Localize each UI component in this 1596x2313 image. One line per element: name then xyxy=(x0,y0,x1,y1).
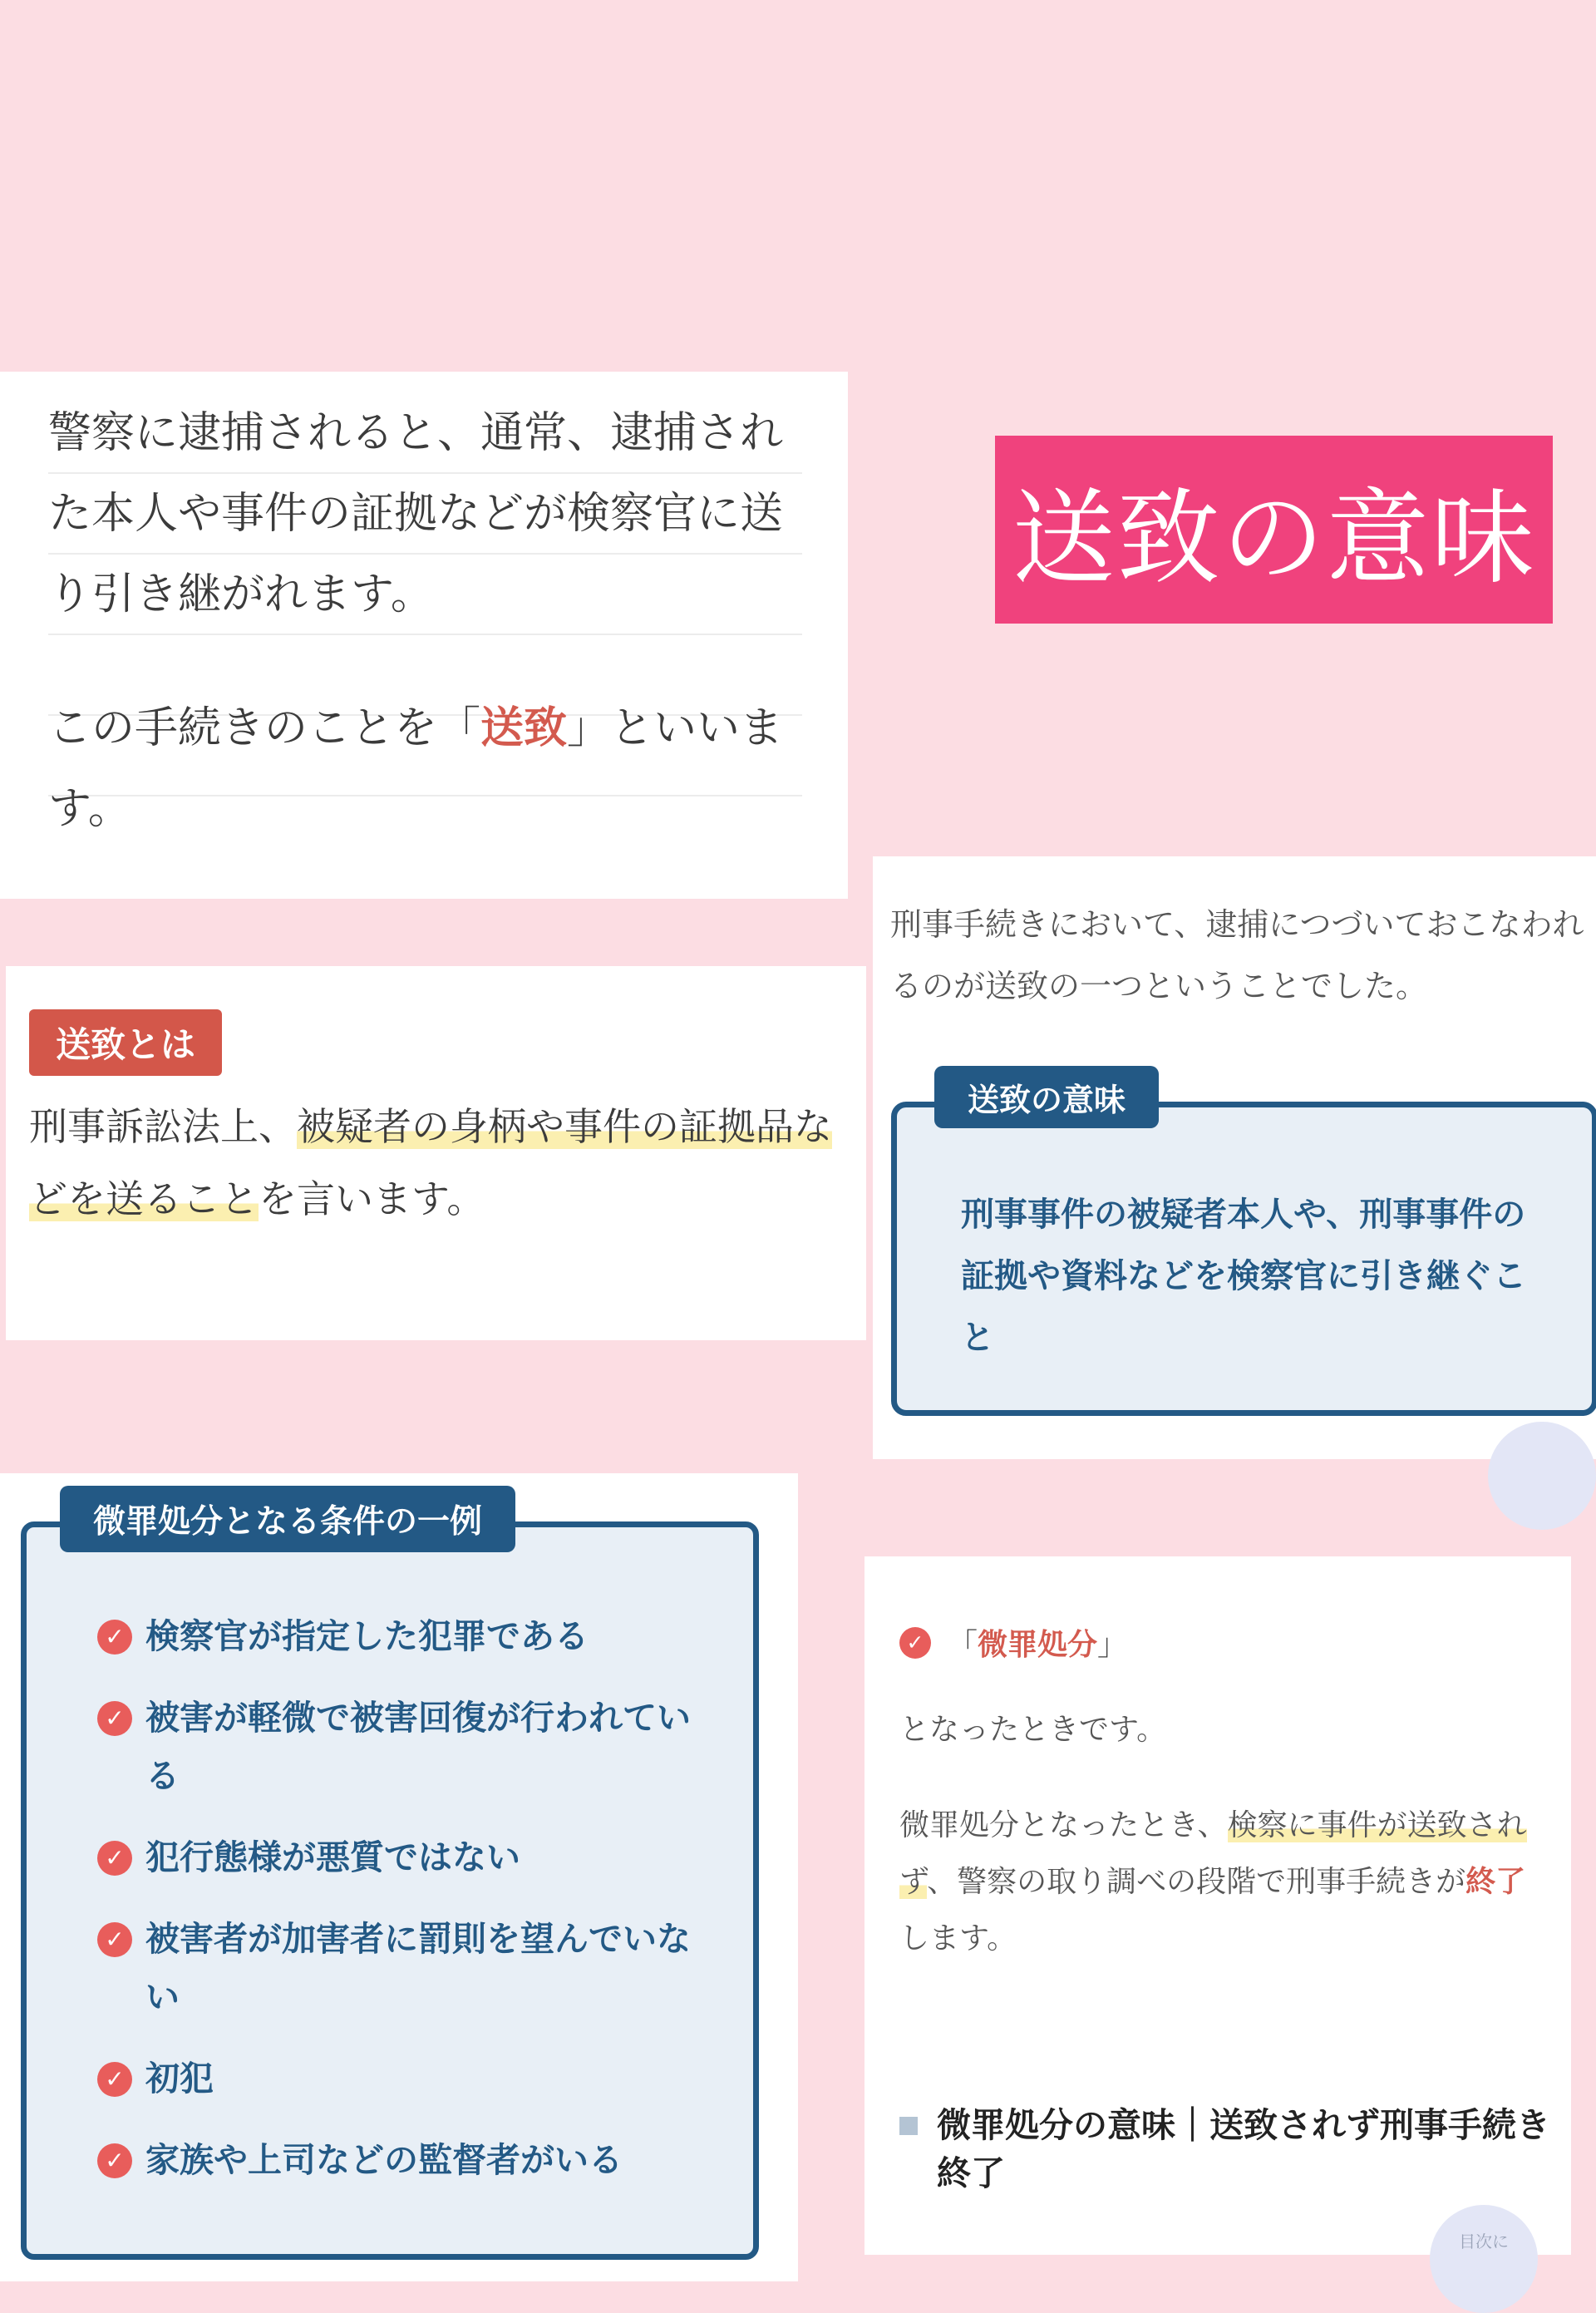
list-item xyxy=(97,2049,712,2108)
list-item-text: 初犯 xyxy=(145,2059,214,2098)
meaning-intro: 刑事手続きにおいて、逮捕につづいておこなわれるのが送致の一つということでした。 xyxy=(890,906,1584,1004)
marker-highlight: 被疑者の身柄や事件の証拠品などを送ること xyxy=(29,1104,832,1221)
minor-offense-card xyxy=(864,1556,1571,2255)
intro-card xyxy=(0,372,848,899)
check-circle-icon: ✓ xyxy=(97,1701,132,1736)
toc-button[interactable]: 目次に xyxy=(1430,2205,1538,2313)
paragraph-part: します。 xyxy=(899,1921,1017,1955)
check-circle-icon: ✓ xyxy=(97,2062,132,2097)
list-item xyxy=(97,1689,712,1805)
check-circle-icon: ✓ xyxy=(899,1627,931,1659)
square-bullet-icon xyxy=(899,2117,918,2135)
minor-offense-paragraph xyxy=(899,1798,1531,1967)
check-circle-icon: ✓ xyxy=(97,1922,132,1957)
intro-paragraph-2 xyxy=(48,688,802,850)
section-heading-text: 微罪処分の意味｜送致されず刑事手続き終了 xyxy=(937,2105,1550,2193)
definition-card xyxy=(6,966,866,1340)
quote-mark: 」 xyxy=(1097,1628,1128,1662)
check-circle-icon: ✓ xyxy=(97,1841,132,1876)
conditions-label: 微罪処分となる条件の一例 xyxy=(60,1486,515,1552)
highlighted-term: 送致 xyxy=(480,703,568,753)
quote-mark: 「 xyxy=(948,1628,978,1662)
list-item-text: 被害が軽微で被害回復が行われている xyxy=(145,1698,691,1796)
minor-offense-line: となったときです。 xyxy=(899,1713,1167,1747)
conditions-card xyxy=(0,1473,798,2281)
list-item-text: 家族や上司などの監督者がいる xyxy=(145,2140,623,2180)
definition-label: 送致とは xyxy=(29,1009,222,1076)
check-circle-icon: ✓ xyxy=(97,1620,132,1655)
meaning-box xyxy=(891,1082,1596,1416)
page-title: 送致の意味 xyxy=(995,436,1553,624)
list-item-text: 検察官が指定した犯罪である xyxy=(145,1616,589,1656)
meaning-box-label: 送致の意味 xyxy=(934,1066,1159,1128)
lined-note xyxy=(48,393,802,850)
paragraph-part: 微罪処分となったとき、 xyxy=(899,1808,1228,1842)
list-item-text: 被害者が加害者に罰則を望んでいない xyxy=(145,1919,691,2017)
intro-text-part: 」といいます。 xyxy=(48,703,784,834)
list-item xyxy=(97,2131,712,2189)
section-heading xyxy=(899,2101,1556,2197)
highlighted-term: 終了 xyxy=(1465,1865,1526,1899)
paragraph-part: 、警察の取り調べの段階で刑事手続きが xyxy=(927,1865,1466,1899)
check-circle-icon: ✓ xyxy=(97,2143,132,2178)
meaning-card xyxy=(873,856,1596,1459)
minor-offense-term: 微罪処分 xyxy=(978,1628,1098,1662)
definition-text-part: 刑事訴訟法上、 xyxy=(29,1104,297,1149)
conditions-box xyxy=(21,1503,759,2260)
marker-highlight: 検察に事件が送致されず xyxy=(899,1808,1527,1899)
definition-text-part: を言います。 xyxy=(259,1176,485,1221)
intro-text-part: この手続きのことを「 xyxy=(48,703,481,753)
list-item xyxy=(97,1910,712,2026)
meaning-box-text: 刑事事件の被疑者本人や、刑事事件の証拠や資料などを検察官に引き継ぐこと xyxy=(961,1196,1526,1357)
intro-paragraph-1: 警察に逮捕されると、通常、逮捕された本人や事件の証拠などが検察官に送り引き継がれます。 xyxy=(48,408,784,619)
toc-button-partial[interactable] xyxy=(1488,1422,1596,1530)
list-item xyxy=(97,1828,712,1886)
list-item xyxy=(97,1607,712,1665)
minor-offense-check-line xyxy=(899,1621,1127,1664)
list-item-text: 犯行態様が悪質ではない xyxy=(145,1837,520,1877)
conditions-list xyxy=(97,1607,712,2212)
definition-text xyxy=(29,1091,843,1235)
